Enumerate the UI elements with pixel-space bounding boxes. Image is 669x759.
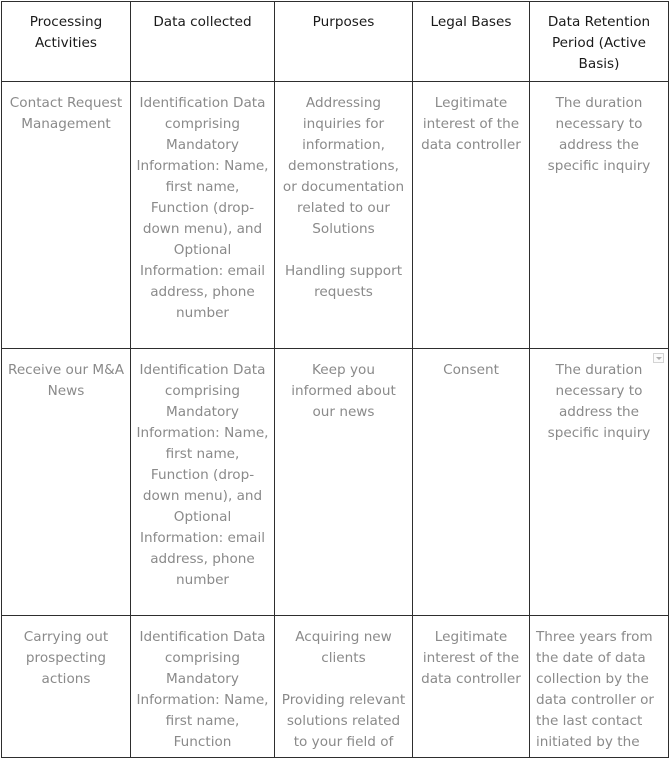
activity-cell: Carrying out prospecting actions <box>2 616 131 758</box>
retention-cell <box>530 349 669 616</box>
cell-menu-dropdown-icon[interactable] <box>653 353 664 363</box>
purpose-item: Addressing inquiries for information, demonstrations, or documentation related to our Solutions <box>282 95 405 237</box>
retention-cell: The duration necessary to address the specific inquiry <box>530 82 669 349</box>
purpose-item: Acquiring new clients <box>295 629 392 666</box>
data-collected-cell: Identification Data comprising Mandatory Information: Name, first name, Function <box>131 616 275 758</box>
data-collected-cell: Identification Data comprising Mandatory Information: Name, first name, Function (drop-down menu), and Optional Information: email address, phone number <box>131 82 275 349</box>
purposes-cell <box>275 349 413 616</box>
table-header-row <box>2 2 669 82</box>
activity-cell: Receive our M&A News <box>2 349 131 616</box>
header-data-collected: Data collected <box>131 2 275 82</box>
purposes-cell <box>275 82 413 349</box>
data-collected-cell: Identification Data comprising Mandatory Information: Name, first name, Function (drop-down menu), and Optional Information: email address, phone number <box>131 349 275 616</box>
table-row <box>2 82 669 349</box>
processing-activities-table <box>1 1 669 758</box>
activity-cell: Contact Request Management <box>2 82 131 349</box>
legal-basis-cell: Consent <box>413 349 530 616</box>
header-processing-activities: Processing Activities <box>2 2 131 82</box>
header-data-retention-period: Data Retention Period (Active Basis) <box>530 2 669 82</box>
header-legal-bases: Legal Bases <box>413 2 530 82</box>
purpose-item: Handling support requests <box>284 263 403 300</box>
purposes-cell <box>275 616 413 758</box>
purpose-item: Keep you informed about our news <box>291 362 396 420</box>
purpose-item: Providing relevant solutions related to your field of <box>281 692 406 750</box>
retention-text: The duration necessary to address the specific inquiry <box>547 362 651 441</box>
retention-cell: Three years from the date of data collection by the data controller or the last contact initiated by the <box>530 616 669 758</box>
table-row <box>2 616 669 758</box>
legal-basis-cell: Legitimate interest of the data controller <box>413 82 530 349</box>
header-purposes: Purposes <box>275 2 413 82</box>
legal-basis-cell: Legitimate interest of the data controller <box>413 616 530 758</box>
table-row <box>2 349 669 616</box>
